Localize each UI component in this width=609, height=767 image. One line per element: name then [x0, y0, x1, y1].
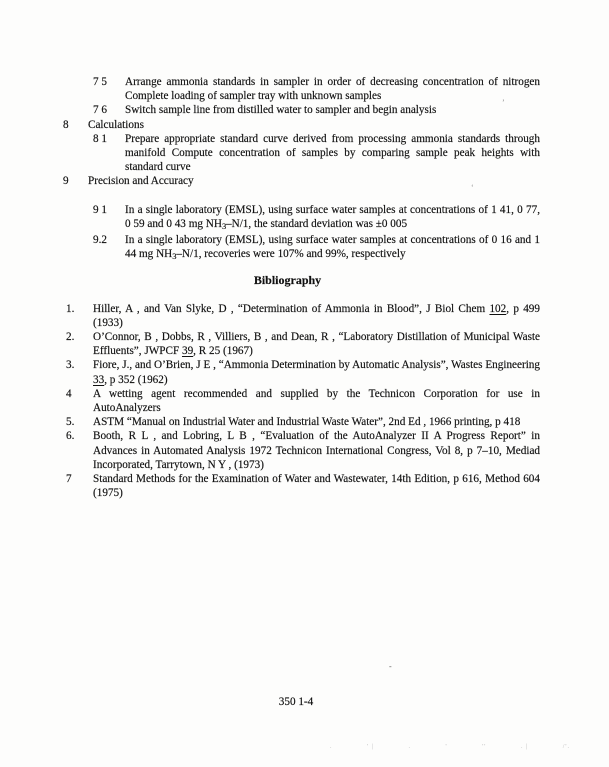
- bibliography-entry: [66, 387, 540, 415]
- section-8-heading: [63, 118, 540, 132]
- entry-text: [93, 387, 540, 415]
- entry-text: [93, 302, 540, 330]
- entry-text-part: , p 499 (1933): [93, 302, 540, 329]
- entry-number: 1.: [66, 302, 75, 315]
- bibliography-entry: [66, 415, 540, 429]
- entry-text: [93, 415, 540, 429]
- section-9-2: [93, 233, 540, 263]
- entry-text: [93, 472, 540, 500]
- section-7-5: [93, 75, 540, 103]
- chemical-subscript: 3: [221, 220, 227, 231]
- entry-number: 4: [66, 387, 72, 400]
- entry-text-part: Fiore, J., and O’Brien, J E , “Ammonia Determination by Automatic Analysis”, Wastes Engineering: [93, 359, 540, 372]
- section-number: 7 5: [93, 76, 107, 88]
- entry-number: 2.: [66, 331, 75, 344]
- chemical-subscript: 3: [172, 251, 177, 262]
- section-number: 8: [63, 118, 69, 131]
- section-9-heading: [63, 174, 540, 188]
- entry-text-part: O’Connor, B , Dobbs, R , Villiers, B , and Dean, R , “Laboratory Distillation of Municipal Waste Effluents”, JWPCF: [93, 331, 540, 358]
- scan-artifact: .: [408, 744, 411, 750]
- entry-text-part: ASTM “Manual on Industrial Water and Industrial Waste Water”, 2nd Ed , 1966 printing, p 418: [93, 416, 521, 429]
- document-body: [63, 75, 540, 500]
- entry-text: [93, 330, 540, 358]
- entry-text-part: Standard Methods for the Examination of Water and Wastewater, 14th Edition, p 616, Method 604 (1975): [93, 473, 540, 500]
- entry-text: [93, 358, 540, 386]
- section-8-1: [93, 132, 540, 175]
- entry-text-part: A wetting agent recommended and supplied by the Technicon Corporation for use in AutoAnalyzers: [93, 387, 540, 415]
- entry-text-part: Booth, R L , and Lobring, L B , “Evaluation of the AutoAnalyzer II A Progress Report” in Advances in Automated Analysis 1972 Technicon International Congress, Vol 8, p 7–10, Mediad Incorporated, Tarrytown, N Y , (1973): [93, 430, 540, 471]
- scan-artifact: .: [330, 744, 333, 750]
- bibliography-entry: [66, 472, 540, 500]
- scan-artifact: ’: [502, 98, 505, 107]
- section-number: 9.2: [93, 234, 107, 247]
- scan-artifact: ' |: [367, 744, 374, 750]
- scan-artifact: ʻ: [471, 183, 474, 192]
- entry-text: [93, 429, 540, 472]
- bibliography-entry: [66, 429, 540, 472]
- bibliography-heading: Bibliography: [253, 273, 322, 288]
- section-title: Precision and Accuracy: [88, 175, 194, 188]
- section-text: Prepare appropriate standard curve derived from processing ammonia standards through manifold Compute concentration of samples by comparing sample peak heights with standard curve: [125, 132, 540, 174]
- volume-number: 33: [93, 373, 105, 386]
- scan-artifact: /'.: [562, 744, 570, 750]
- section-number: 7 6: [93, 104, 107, 117]
- scan-artifact: . |: [520, 744, 529, 750]
- bibliography-entry: [66, 330, 540, 358]
- section-number: 9: [63, 175, 69, 188]
- scan-artifact: '': [482, 744, 487, 750]
- entry-text-part: Hiller, A , and Van Slyke, D , “Determination of Ammonia in Blood”, J Biol Chem: [93, 302, 490, 315]
- section-9-1: [93, 203, 540, 233]
- section-text: Switch sample line from distilled water to sampler and begin analysis: [125, 104, 437, 117]
- entry-number: 5.: [66, 416, 75, 429]
- scan-artifact-row: [330, 744, 570, 750]
- section-text-part: –N/1, recoveries were 107% and 99%, respectively: [176, 248, 406, 261]
- page-number: 350 1-4: [278, 696, 314, 708]
- section-text: [125, 203, 540, 233]
- section-text: [125, 233, 540, 263]
- bibliography-entry: [66, 358, 540, 386]
- section-title: Calculations: [88, 118, 144, 131]
- section-7-6: [93, 103, 540, 117]
- section-number: 9 1: [93, 203, 107, 216]
- scan-artifact: -: [389, 662, 392, 671]
- volume-number: 39: [181, 345, 194, 358]
- volume-number: 102: [489, 302, 507, 315]
- section-text-part: In a single laboratory (EMSL), using surface water samples at concentrations of 1 41, 0 77, 0 59 and 0 43 mg NH: [125, 203, 540, 230]
- section-text-part: –N/1, the standard deviation was ±0 005: [226, 217, 408, 230]
- scan-artifact: ': [445, 744, 448, 750]
- section-number: 8 1: [93, 132, 107, 145]
- entry-number: 7: [66, 473, 72, 486]
- bibliography-entry: [66, 302, 540, 330]
- entry-text-part: , R 25 (1967): [193, 345, 253, 358]
- entry-number: 6.: [66, 430, 75, 443]
- section-text-part: In a single laboratory (EMSL), using surface water samples at concentrations of 0 16 and 1 44 mg NH: [125, 234, 540, 261]
- entry-text-part: , p 352 (1962): [104, 373, 168, 386]
- entry-number: 3.: [66, 359, 75, 372]
- section-text: Arrange ammonia standards in sampler in order of decreasing concentration of nitrogen Complete loading of sampler tray with unknown samples: [125, 76, 540, 103]
